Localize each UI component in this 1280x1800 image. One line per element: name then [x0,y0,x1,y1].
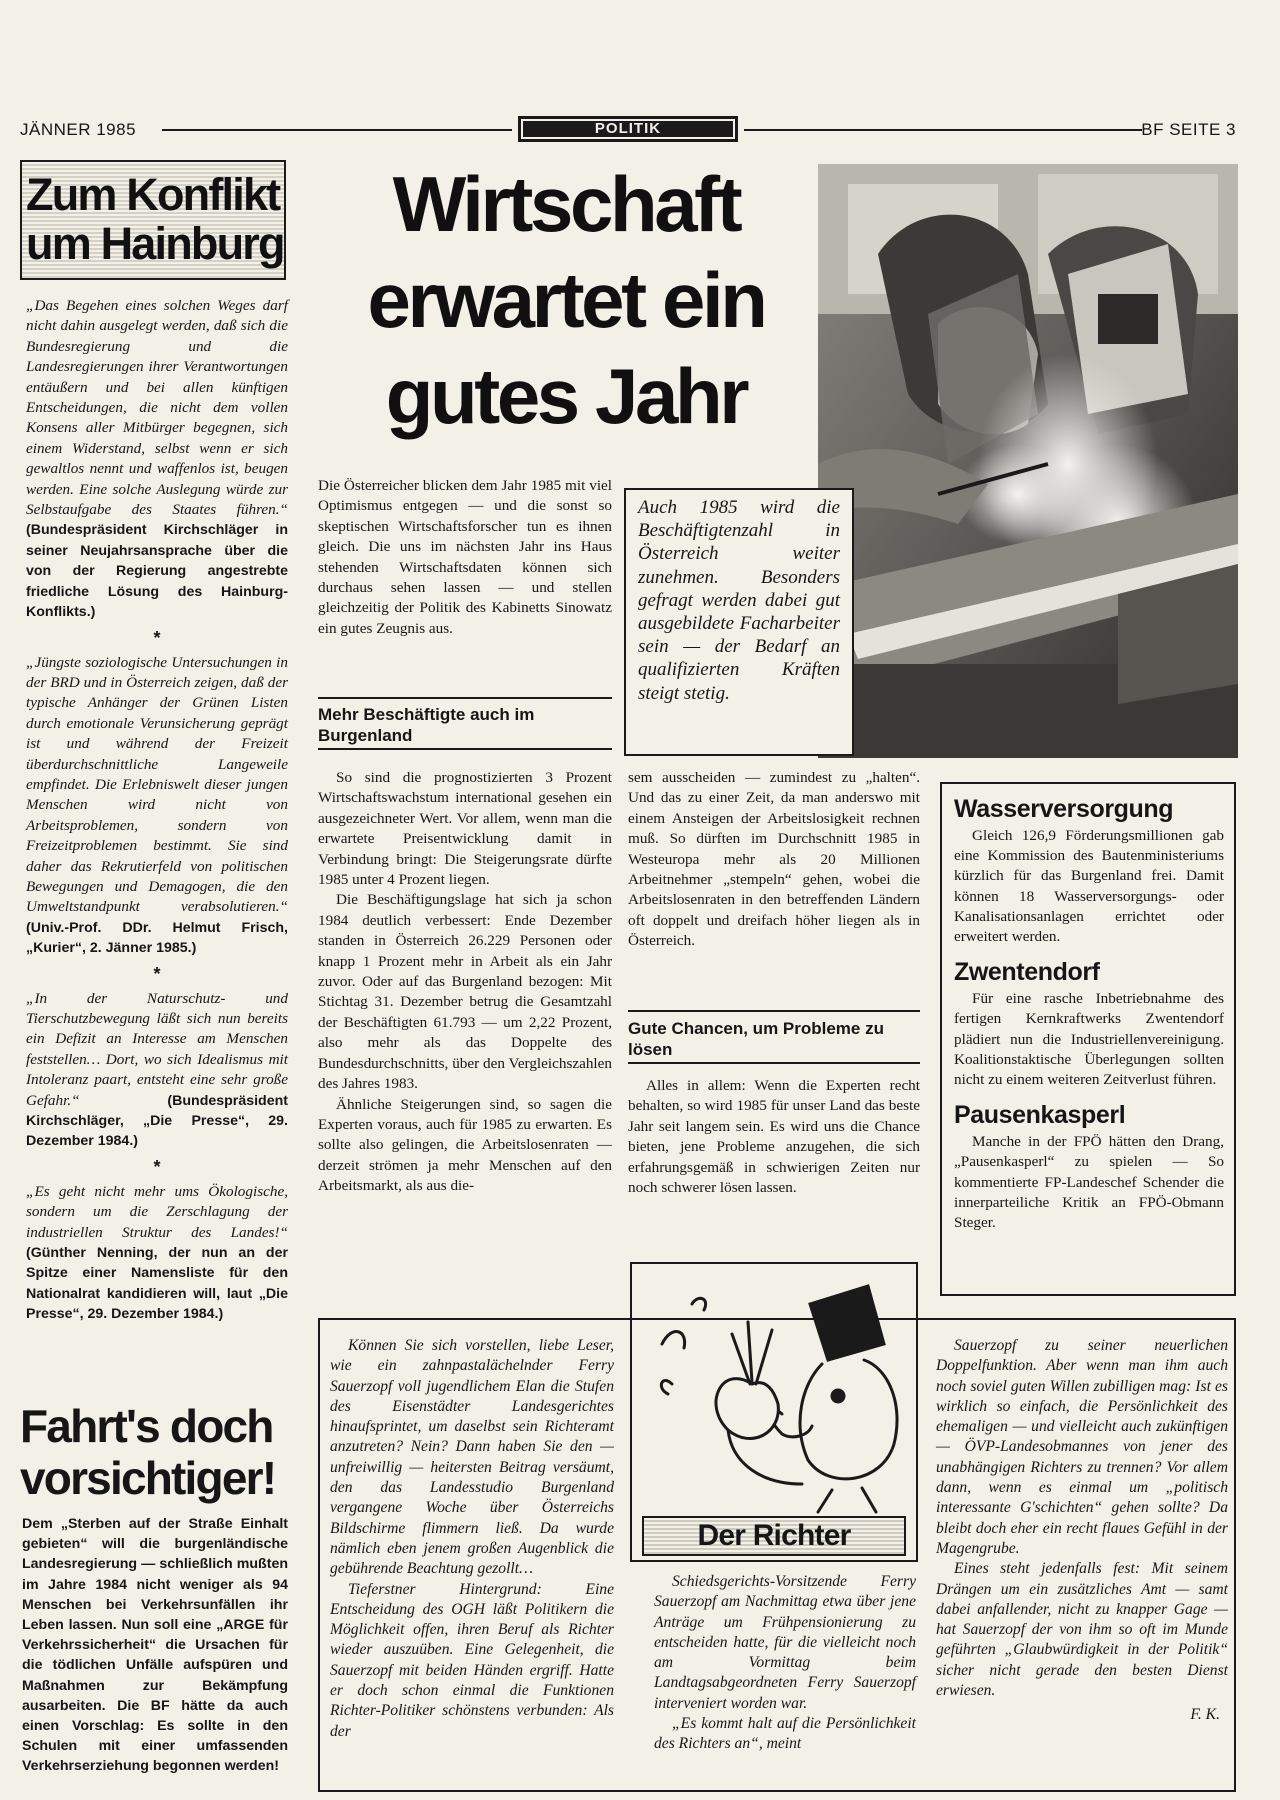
richter-paragraph: Können Sie sich vorstellen, liebe Leser, wie ein zahnpastalächelnder Ferry Sauerzopf voll jugendlichem Elan die Stufen des Eisenstädter Landesgerichtes hinaufsprintet, um daselbst sein Richteramt anzutreten? Nein? Dann haben Sie den — unfreiwillig — heitersten Beitrag versäumt, den das Landesstudio Burgenland vergangene Woche über Österreichs Bildschirme flimmern ließ. Da wurde nämlich eben jenem großen Augenblick die gebührende Beachtung gezollt… [330,1337,614,1578]
page-number: BF SEITE 3 [1141,120,1236,139]
brief-text-zwentendorf: Für eine rasche Inbetriebnahme des fertigen Kernkraftwerks Zwentendorf plädiert nun die Industriellenvereinigung. Koalitionstaktische Überlegungen sollten nicht zu einem weiteren Zeitverlust führen. [954,990,1224,1089]
subhead-rule [628,1062,920,1064]
quote-4-source: (Günther Nenning, der nun an der Spitze einer Namensliste für den Nationalrat kandidieren will, laut „Die Presse“, 29. Dezember 1984.) [26,1245,288,1323]
quote-3: „In der Naturschutz- und Tierschutzbewegung läßt sich nun bereits ein Defizit an Interesse am Menschen feststellen… Dort, wo sich Idealismus mit Intoleranz paart, entsteht eine sehr große Gefahr.“ [26,989,288,1109]
article-column-3 [628,768,920,952]
judge-cartoon [632,1264,916,1514]
separator-star: * [153,627,161,648]
separator-star: * [153,963,161,984]
quote-2-source: (Univ.-Prof. DDr. Helmut Frisch, „Kurier“, 2. Jänner 1985.) [26,919,288,957]
article-paragraph: So sind die prognostizierten 3 Prozent Wirtschaftswachstum international gesehen ein ausgezeichneter Wert. Vor allem, wenn man die erwartete Preisentwicklung damit in Verbindung bringt: Die Steigerungsrate dürfte 1985 unter 4 Prozent liegen. [318,769,612,889]
quote-3-source: (Bundespräsident Kirchschläger, „Die Presse“, 29. Dezember 1984.) [26,1092,288,1150]
welder-photo [818,164,1238,758]
article-paragraph: Ähnliche Steigerungen sind, so sagen die Experten voraus, auch für 1985 zu erwarten. Es sollte also gelingen, die Arbeitslosenraten — derzeit strömen ja mehr Menschen auf den Arbeitsmarkt, als aus die- [318,1095,612,1195]
richter-column-1 [330,1336,614,1742]
section-badge [518,116,738,142]
brief-heading-zwentendorf: Zwentendorf [954,958,1100,987]
richter-paragraph: Sauerzopf zu seiner neuerlichen Doppelfunktion. Aber wenn man ihm auch noch soviel guten Willen zubilligen mag: Ist es wirklich so einfach, die Persönlichkeit des ehemaligen — und vielleicht auch zukünftigen — ÖVP-Landesobmannes von jener des unabhängigen Richters zu trennen? Vor allem dann, wenn es einmal um „politisch interessante G'schichten“ gehen sollte? Da bleibt doch eher ein recht flaues Gefühl in der Magengrube. [936,1337,1228,1557]
article-paragraph: sem ausscheiden — zumindest zu „halten“. Und das zu einer Zeit, da man anderswo mit einem Ansteigen der Arbeitslosigkeit rechnen muß. So dürften im Durchschnitt 1985 in Westeuropa mehr als 20 Millionen Arbeitnehmer „stempeln“ gehen, wobei die Arbeitslosenraten in den betreffenden Ländern oft doppelt und dreifach höher liegen als in Österreich. [628,769,920,950]
pull-quote: Auch 1985 wird die Beschäftigtenzahl in Österreich weiter zunehmen. Besonders gefragt werden dabei gut ausgebildete Facharbeiter sein — der Bedarf an qualifizierten Kräften steigt stetig. [624,488,854,756]
article-paragraph: Alles in allem: Wenn die Experten recht behalten, so wird 1985 für unser Land das beste Jahr seit langem sein. Es wird uns die Chance bieten, jene Probleme anzugehen, die sich erfahrungsgemäß in schwierigen Zeiten nur noch schwerer lösen lassen. [628,1077,920,1197]
subhead-employment: Mehr Beschäftigte auch im Burgenland [318,697,612,746]
subhead-chances: Gute Chancen, um Probleme zu lösen [628,1010,920,1060]
richter-column-3 [936,1336,1228,1726]
author-signature: F. K. [1190,1706,1220,1724]
richter-paragraph: Schiedsgerichts-Vorsitzende Ferry Sauerzopf am Nachmittag etwa über jene Anträge um Frühpensionierung zu entscheiden hatte, für die vielleicht noch am Vormittag beim Landtagsabgeordneten Ferry Sauerzopf interveniert worden war. [654,1573,916,1712]
richter-paragraph: Eines steht jedenfalls fest: Mit seinem Drängen um ein zusätzliches Amt — samt dabei anfallender, nicht zu knapper Gage — hat Sauerzopf der von ihm so oft im Munde geführten „Glaubwürdigkeit in der Politik“ sicher nicht gerade den besten Dienst erwiesen. [936,1560,1228,1700]
hainburg-headline: Zum Konflikt um Hainburg [26,169,284,269]
article-paragraph: Die Beschäftigungslage hat sich ja schon 1984 deutlich verbessert: Ende Dezember standen in Österreich 26.229 Personen oder knapp 1 Prozent mehr in Arbeit als ein Jahr zuvor. Oder auf das Burgenland bezogen: Mit Stichtag 31. Dezember betrug die Gesamtzahl der Beschäftigten 61.793 — um 2,22 Prozent, also mehr als das Doppelte des Bundesdurchschnitts, über den Vergleichszahlen des Jahres 1983. [318,891,612,1093]
brief-heading-pausenkasperl: Pausenkasperl [954,1101,1126,1130]
brief-heading-water: Wasserversorgung [954,795,1174,823]
hainburg-quotes [26,296,288,1325]
brief-text-water: Gleich 126,9 Förderungsmillionen gab eine Kommission des Bautenministeriums kürzlich für das Burgenland frei. Damit können 18 Wasserversorgungs- oder Kanalisationsanlagen errichtet oder erweitert werden. [954,827,1224,946]
news-briefs-box [940,782,1236,1296]
masthead-rule-right [744,129,1142,131]
article-conclusion [628,1076,920,1198]
quote-2: „Jüngste soziologische Untersuchungen in der BRD und in Österreich zeigen, daß der typische Anhänger der Grünen Listen durch emotionale Verunsicherung geprägt ist und während der Freizeit überdurchschnittliche Langeweile empfindet. Die Erlebniswelt dieser jungen Menschen wird nicht von Arbeitsproblemen, sondern von Freizeitproblemen bestimmt. Sie sind daher das Rekrutierfeld von politischen Bewegungen und Demagogen, die den Umweltstandpunkt verabsolutieren.“ [26,653,288,916]
masthead-rule-left [162,129,512,131]
section-label: POLITIK [523,121,733,137]
cartoon-caption: Der Richter [642,1516,906,1556]
masthead [20,116,1236,146]
article-intro: Die Österreicher blicken dem Jahr 1985 mit viel Optimismus entgegen — und die sonst so skeptischen Wirtschaftsforscher tun es ihnen gleich. Die uns im nächsten Jahr ins Haus stehenden Wirtschaftsdaten können sich durchaus sehen lassen — und stellen gleichzeitig der Politik des Kabinetts Sinowatz ein gutes Zeugnis aus. [318,477,612,637]
brief-text-pausenkasperl: Manche in der FPÖ hätten den Drang, „Pausenkasperl“ zu spielen — So kommentierte FP-Landeschef Schender die innerparteiliche Kritik an FPÖ-Obmann Steger. [954,1133,1224,1232]
richter-column-2 [654,1572,916,1755]
quote-4: „Es geht nicht mehr ums Ökologische, sondern um die Zerschlagung der industriellen Struktur des Landes!“ [26,1182,288,1241]
traffic-headline: Fahrt's doch vorsichtiger! [20,1400,276,1504]
traffic-article: Dem „Sterben auf der Straße Einhalt gebieten“ will die burgenländische Landesregierung — schließlich mußten im Jahre 1984 nicht weniger als 94 Menschen bei Verkehrsunfällen ihr Leben lassen. Nun soll eine „ARGE für Verkehrssicherheit“ die Ursachen für die tödlichen Unfälle aufspüren und Maßnahmen zur Bekämpfung ausarbeiten. Die BF hätte da auch einen Vorschlag: Es sollte in den Schulen mit einer umfassenden Verkehrserziehung begonnen werden! [22,1516,288,1775]
hainburg-headline-box [20,160,286,280]
quote-1: „Das Begehen eines solchen Weges darf nicht dahin ausgelegt werden, daß sich die Bundesregierung und die Landesregierungen ihrer Verantwortungen entäußern und bei allen künftigen Entscheidungen, die nicht dem vollen Konsens aller Mitbürger begegnen, sich einem Widerstand, selbst wenn er sich gewaltlos nennt und waffenlos ist, beugen werden. Eine solche Auslegung würde zur Selbstaufgabe des Staates führen.“ [26,297,288,519]
quote-1-source: (Bundespräsident Kirchschläger in seiner Neujahrsansprache über die von der Regierung angestrebte friedliche Lösung des Hainburg-Konflikts.) [26,522,288,621]
richter-paragraph: „Es kommt halt auf die Persönlichkeit des Richters an“, meint [654,1715,916,1753]
separator-star: * [153,1156,161,1177]
richter-paragraph: Tieferstner Hintergrund: Eine Entscheidung des OGH läßt Politikern die Möglichkeit offen, ihren Beruf als Richter wieder auszuüben. Eine Gelegenheit, die Sauerzopf mit beiden Händen ergriff. Hatte er doch schon einmal die Funktionen Richter-Politiker schönstens verbunden: Als der [330,1580,614,1740]
subhead-rule [318,748,612,750]
issue-date: JÄNNER 1985 [20,120,137,139]
main-headline: Wirtschaft erwartet ein gutes Jahr [367,160,765,440]
article-column-2 [318,768,612,1197]
